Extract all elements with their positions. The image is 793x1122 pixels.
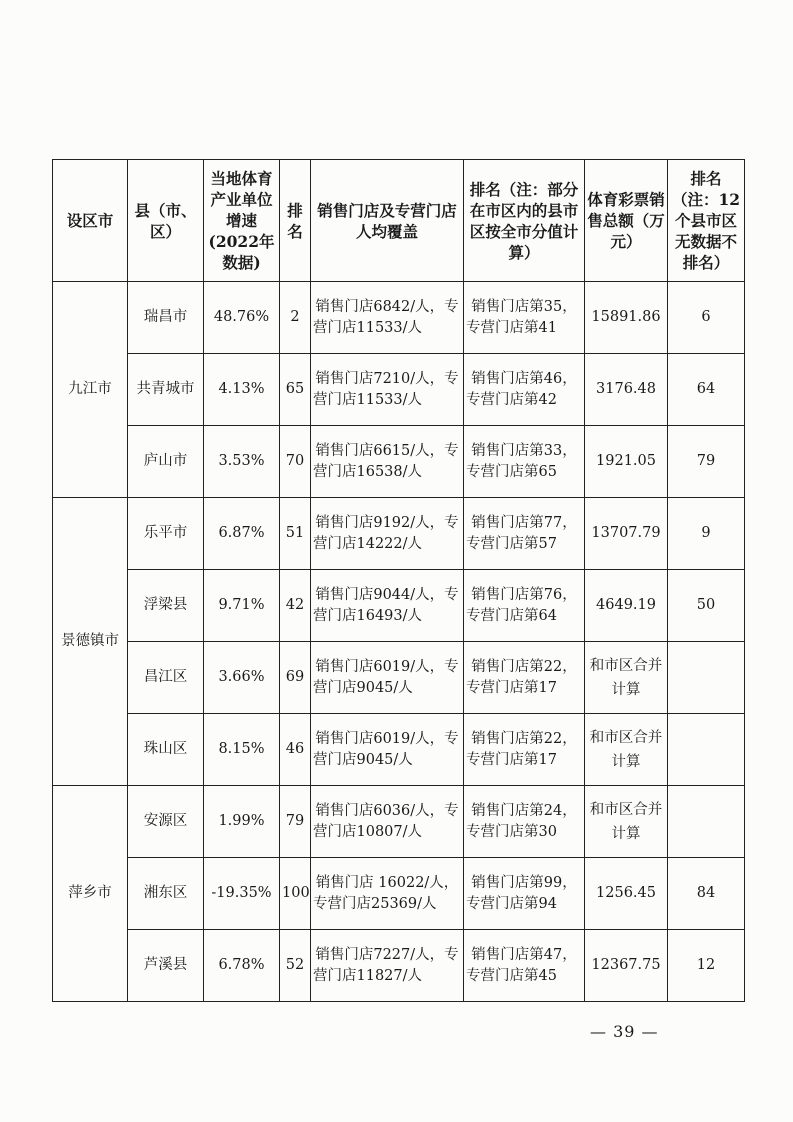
- county-cell: 共青城市: [128, 354, 204, 426]
- store-rank-cell: 销售门店第99，专营门店第94: [464, 858, 585, 930]
- rank-cell: 2: [280, 282, 311, 354]
- table-row: [53, 930, 745, 1002]
- header-sales-rank: 排名（注：12个县市区无数据不排名）: [668, 160, 745, 282]
- county-cell: 昌江区: [128, 642, 204, 714]
- sales-rank-cell: 9: [668, 498, 745, 570]
- store-rank-cell: 销售门店第47，专营门店第45: [464, 930, 585, 1002]
- coverage-cell: 销售门店9192/人，专营门店14222/人: [311, 498, 464, 570]
- sales-rank-cell: [668, 786, 745, 858]
- table-row: [53, 354, 745, 426]
- city-cell: 九江市: [53, 282, 128, 498]
- county-cell: 瑞昌市: [128, 282, 204, 354]
- rank-cell: 42: [280, 570, 311, 642]
- rank-cell: 65: [280, 354, 311, 426]
- county-cell: 芦溪县: [128, 930, 204, 1002]
- sales-cell: 1921.05: [585, 426, 668, 498]
- coverage-cell: 销售门店 16022/人， 专营门店25369/人: [311, 858, 464, 930]
- sales-cell: 13707.79: [585, 498, 668, 570]
- coverage-cell: 销售门店6019/人，专营门店9045/人: [311, 642, 464, 714]
- county-cell: 湘东区: [128, 858, 204, 930]
- rank-cell: 46: [280, 714, 311, 786]
- growth-cell: 6.87%: [204, 498, 280, 570]
- table-row: [53, 858, 745, 930]
- sales-cell: 15891.86: [585, 282, 668, 354]
- header-growth: 当地体育产业单位增速(2022年数据): [204, 160, 280, 282]
- table-row: [53, 786, 745, 858]
- county-cell: 安源区: [128, 786, 204, 858]
- growth-cell: -19.35%: [204, 858, 280, 930]
- sales-rank-cell: [668, 714, 745, 786]
- header-row: [53, 160, 745, 282]
- table-row: [53, 714, 745, 786]
- coverage-cell: 销售门店9044/人，专营门店16493/人: [311, 570, 464, 642]
- county-cell: 珠山区: [128, 714, 204, 786]
- store-rank-cell: 销售门店第24，专营门店第30: [464, 786, 585, 858]
- sales-rank-cell: 84: [668, 858, 745, 930]
- table-row: [53, 570, 745, 642]
- sales-cell: 4649.19: [585, 570, 668, 642]
- sales-rank-cell: 50: [668, 570, 745, 642]
- header-sales: 体育彩票销售总额（万元）: [585, 160, 668, 282]
- header-county: 县（市、区）: [128, 160, 204, 282]
- header-rank: 排名: [280, 160, 311, 282]
- growth-cell: 9.71%: [204, 570, 280, 642]
- coverage-cell: 销售门店7210/人，专营门店11533/人: [311, 354, 464, 426]
- store-rank-cell: 销售门店第33，专营门店第65: [464, 426, 585, 498]
- sales-cell: 1256.45: [585, 858, 668, 930]
- sales-rank-cell: 6: [668, 282, 745, 354]
- county-cell: 乐平市: [128, 498, 204, 570]
- city-cell: 萍乡市: [53, 786, 128, 1002]
- header-coverage: 销售门店及专营门店人均覆盖: [311, 160, 464, 282]
- county-cell: 庐山市: [128, 426, 204, 498]
- sales-cell: 和市区合并计算: [585, 642, 668, 714]
- sports-industry-table: [52, 159, 745, 1002]
- sales-rank-cell: 64: [668, 354, 745, 426]
- table-row: [53, 426, 745, 498]
- header-store-rank: 排名（注：部分在市区内的县市区按全市分值计算）: [464, 160, 585, 282]
- city-cell: 景德镇市: [53, 498, 128, 786]
- growth-cell: 48.76%: [204, 282, 280, 354]
- rank-cell: 51: [280, 498, 311, 570]
- rank-cell: 100: [280, 858, 311, 930]
- sales-rank-cell: 12: [668, 930, 745, 1002]
- sales-cell: 3176.48: [585, 354, 668, 426]
- header-city: 设区市: [53, 160, 128, 282]
- coverage-cell: 销售门店6036/人，专营门店10807/人: [311, 786, 464, 858]
- table-row: [53, 282, 745, 354]
- rank-cell: 52: [280, 930, 311, 1002]
- coverage-cell: 销售门店7227/人，专营门店11827/人: [311, 930, 464, 1002]
- page-number: — 39 —: [590, 1022, 659, 1041]
- store-rank-cell: 销售门店第46，专营门店第42: [464, 354, 585, 426]
- coverage-cell: 销售门店6615/人，专营门店16538/人: [311, 426, 464, 498]
- sales-cell: 和市区合并计算: [585, 786, 668, 858]
- growth-cell: 1.99%: [204, 786, 280, 858]
- sales-cell: 和市区合并计算: [585, 714, 668, 786]
- store-rank-cell: 销售门店第22，专营门店第17: [464, 642, 585, 714]
- growth-cell: 3.66%: [204, 642, 280, 714]
- growth-cell: 4.13%: [204, 354, 280, 426]
- growth-cell: 8.15%: [204, 714, 280, 786]
- store-rank-cell: 销售门店第77，专营门店第57: [464, 498, 585, 570]
- table-row: [53, 642, 745, 714]
- coverage-cell: 销售门店6019/人，专营门店9045/人: [311, 714, 464, 786]
- growth-cell: 6.78%: [204, 930, 280, 1002]
- sales-rank-cell: [668, 642, 745, 714]
- store-rank-cell: 销售门店第35，专营门店第41: [464, 282, 585, 354]
- county-cell: 浮梁县: [128, 570, 204, 642]
- coverage-cell: 销售门店6842/人，专营门店11533/人: [311, 282, 464, 354]
- sales-rank-cell: 79: [668, 426, 745, 498]
- table-row: [53, 498, 745, 570]
- growth-cell: 3.53%: [204, 426, 280, 498]
- sales-cell: 12367.75: [585, 930, 668, 1002]
- rank-cell: 69: [280, 642, 311, 714]
- rank-cell: 79: [280, 786, 311, 858]
- store-rank-cell: 销售门店第76，专营门店第64: [464, 570, 585, 642]
- store-rank-cell: 销售门店第22，专营门店第17: [464, 714, 585, 786]
- rank-cell: 70: [280, 426, 311, 498]
